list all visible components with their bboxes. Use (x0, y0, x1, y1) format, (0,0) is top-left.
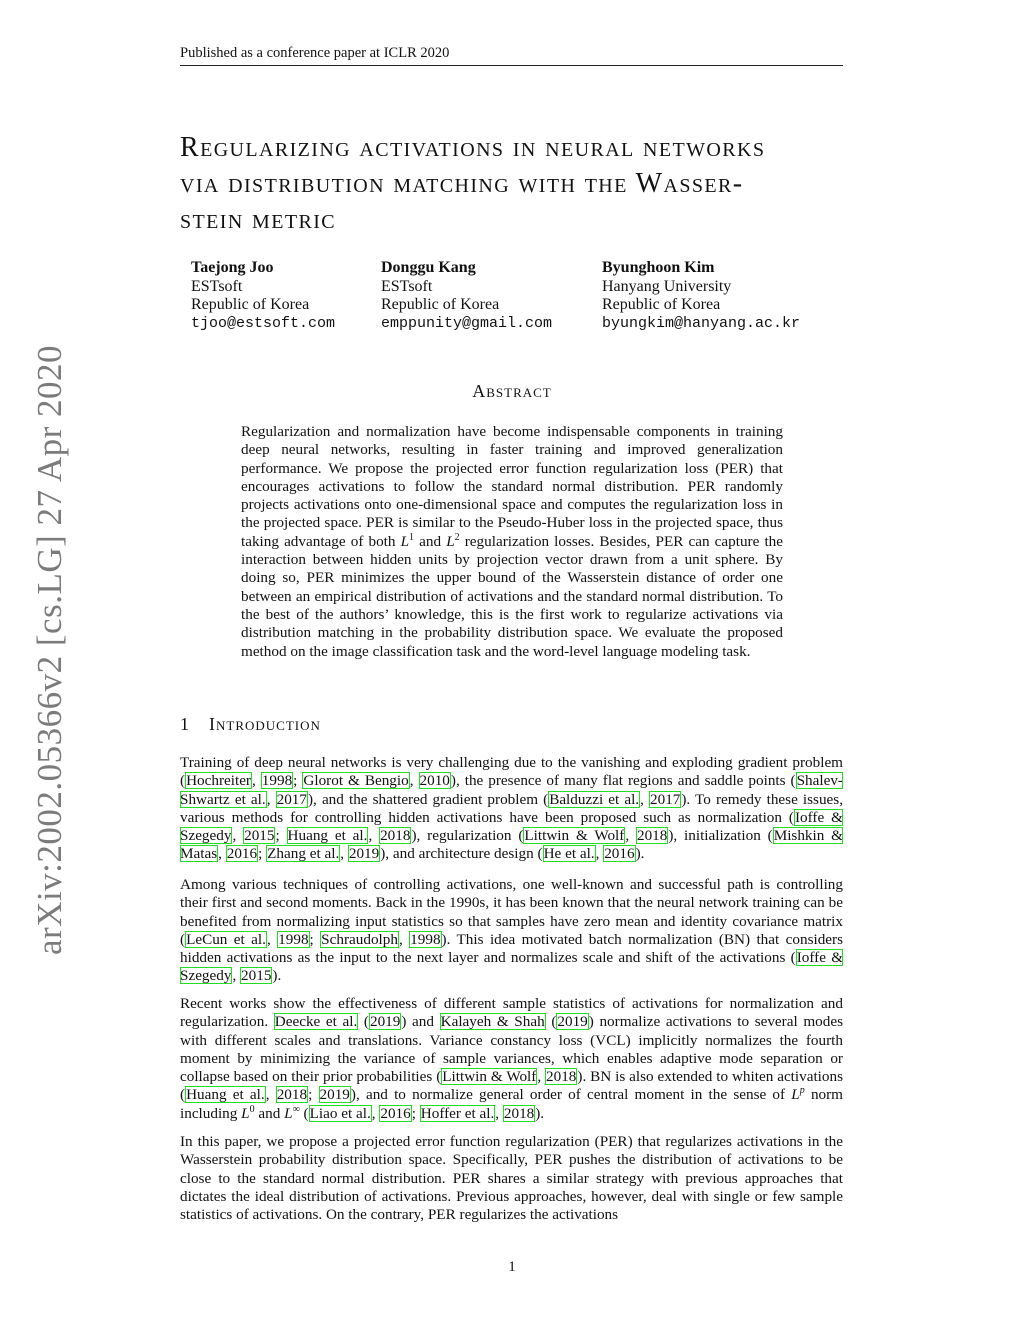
citation-link[interactable]: 2016 (604, 845, 635, 863)
citation-link[interactable]: Huang et al. (287, 827, 368, 845)
math-L: L (241, 1104, 250, 1122)
abstract-text: regularization losses. Besides, PER can capture the interaction between hidden units by projection vector drawn from a unit sphere. By doing so, PER minimizes the upper bound of the Wasserstein distance of order one between an empirical distribution of activations and the standard normal distribution. To the best of the authors’ knowledge, this is the first work to regularize activations via distribution matching in the probability distribution space. We evaluate the proposed method on the image classification task and the word-level language modeling task. (241, 532, 783, 660)
text: , (232, 967, 241, 985)
text: ) normalize activations to several modes with different scales and translations. Variance constancy loss (VCL) implicitly normalizes the fourth moment by minimizing the variance of sample variances, which enables adaptive mode separation or collapse based on their prior probabilities ( (180, 1013, 843, 1086)
citation-link[interactable]: 1998 (410, 930, 441, 948)
citation-link[interactable]: 2019 (348, 845, 380, 863)
text: Training of deep neural networks is very challenging due to the vanishing and exploding gradient problem ( (180, 754, 843, 790)
text: norm including (180, 1086, 843, 1122)
citation-link[interactable]: 2019 (369, 1013, 401, 1031)
text: ; (411, 1104, 420, 1122)
math-superscript: ∞ (292, 1103, 300, 1115)
author-affiliation: Hanyang University (602, 277, 732, 295)
citation-link[interactable]: Shalev-Shwartz et al. (180, 772, 843, 808)
author-name: Byunghoon Kim (602, 259, 715, 276)
text: ). (535, 1104, 545, 1122)
citation-link[interactable]: Liao et al. (309, 1104, 371, 1122)
text: , (252, 772, 261, 790)
text: ), the presence of many flat regions and saddle points ( (450, 772, 796, 790)
page-number: 1 (508, 1259, 516, 1275)
citation-link[interactable]: 2016 (226, 845, 258, 863)
math-L: L (791, 1086, 800, 1104)
text: , (495, 1104, 503, 1122)
text: ; (309, 930, 321, 948)
intro-paragraph-1 (180, 754, 843, 864)
text: , (265, 1086, 276, 1104)
author-name: Donggu Kang (381, 259, 476, 276)
citation-link[interactable]: He et al. (543, 845, 595, 863)
math-L: L (400, 532, 410, 550)
section-number: 1 (180, 714, 189, 734)
text: , (266, 930, 278, 948)
author-block-1 (191, 259, 335, 333)
citation-link[interactable]: 2018 (546, 1068, 577, 1086)
citation-link[interactable]: 2017 (650, 790, 681, 808)
text: ; (258, 845, 267, 863)
text: ), and to normalize general order of central moment in the sense of (350, 1086, 792, 1104)
text: ; (275, 827, 287, 845)
paper-title (180, 130, 845, 238)
citation-link[interactable]: Ioffe & Szegedy (180, 808, 843, 845)
text: , (595, 845, 604, 863)
text: Recent works show the effectiveness of different sample statistics of activations for normalization and regularization. (180, 995, 843, 1031)
citation-link[interactable]: 2017 (276, 790, 307, 808)
running-head: Published as a conference paper at ICLR 2020 (180, 45, 450, 61)
title-line-2: via distribution matching with the Wasser- (180, 168, 744, 199)
math-superscript: 0 (249, 1103, 255, 1115)
text: ). (635, 845, 645, 863)
math-L: L (284, 1104, 293, 1122)
author-country: Republic of Korea (602, 296, 721, 313)
text: ). (272, 967, 282, 985)
text: ). BN is also extended to whiten activations ( (180, 1068, 843, 1104)
citation-link[interactable]: Hochreiter (186, 772, 251, 790)
citation-link[interactable]: 2018 (276, 1086, 308, 1104)
text: ), and the shattered gradient problem ( (307, 790, 549, 808)
text: ) and (401, 1013, 440, 1031)
text: , (537, 1068, 546, 1086)
title-line-1: Regularizing activations in neural networks (180, 132, 766, 163)
text: ; (308, 1086, 319, 1104)
citation-link[interactable]: Glorot & Bengio (303, 772, 409, 790)
citation-link[interactable]: 2018 (636, 827, 668, 845)
citation-link[interactable]: Deecke et al. (274, 1013, 358, 1031)
text: , (625, 827, 636, 845)
header-rule (180, 65, 843, 66)
text: , (218, 845, 226, 863)
author-affiliation: ESTsoft (191, 277, 243, 295)
author-name: Taejong Joo (191, 259, 274, 276)
author-block-3 (602, 259, 800, 333)
citation-link[interactable]: 1998 (278, 930, 309, 948)
author-affiliation: ESTsoft (381, 277, 433, 295)
text: ; (293, 772, 303, 790)
citation-link[interactable]: 2010 (419, 772, 450, 790)
text: ), initialization ( (668, 827, 773, 845)
author-country: Republic of Korea (381, 296, 500, 313)
citation-link[interactable]: Schraudolph (321, 930, 398, 948)
citation-link[interactable]: 2015 (241, 967, 272, 985)
text: , (266, 790, 276, 808)
intro-paragraph-2 (180, 876, 843, 986)
text: and (254, 1104, 285, 1122)
citation-link[interactable]: Kalayeh & Shah (440, 1013, 545, 1031)
math-superscript: 2 (454, 531, 460, 543)
citation-link[interactable]: 2015 (244, 827, 275, 845)
text: ). To remedy these issues, various methods for controlling hidden activations have been proposed such as normalization ( (180, 790, 844, 826)
title-line-3: stein metric (180, 204, 337, 235)
text: , (371, 1104, 380, 1122)
abstract-heading: Abstract (472, 381, 552, 401)
citation-link[interactable]: 2019 (557, 1013, 588, 1031)
citation-link[interactable]: 1998 (261, 772, 293, 790)
abstract-text: and (414, 532, 447, 550)
text: ), and architecture design ( (380, 845, 543, 863)
citation-link[interactable]: LeCun et al. (186, 930, 266, 948)
citation-link[interactable]: Huang et al. (186, 1086, 265, 1104)
math-L: L (446, 532, 455, 550)
math-superscript: 1 (409, 531, 415, 543)
citation-link[interactable]: 2018 (503, 1104, 535, 1122)
text: , (398, 930, 410, 948)
citation-link[interactable]: 2016 (380, 1104, 411, 1122)
author-block-2 (381, 259, 552, 333)
author-email[interactable]: tjoo@estsoft.com (191, 314, 336, 332)
citation-link[interactable]: Zhang et al. (267, 845, 340, 863)
text: ( (358, 1013, 369, 1031)
text: Among various techniques of controlling activations, one well-known and successful path is controlling their first and second moments. Back in the 1990s, it has been known that the neural network training can be benefited from normalizing input statistics so that samples have zero mean and identity covariance matrix ( (180, 876, 843, 948)
citation-link[interactable]: Balduzzi et al. (549, 790, 640, 808)
text: , (368, 827, 380, 845)
author-country: Republic of Korea (191, 296, 310, 313)
text: ( (545, 1013, 557, 1031)
citation-link[interactable]: 2018 (380, 827, 411, 845)
author-email[interactable]: emppunity@gmail.com (381, 314, 553, 332)
text: ). This idea motivated batch normalization (BN) that considers hidden activations as the input to the next layer and normalizes scale and shift of the activations ( (180, 930, 844, 967)
citation-link[interactable]: 2019 (319, 1086, 350, 1104)
abstract-text: Regularization and normalization have become indispensable components in training deep neural networks, resulting in faster training and improved generalization performance. We propose the projected error function regularization loss (PER) that encourages activations to follow the standard normal distribution. PER randomly projects activations onto one-dimensional space and computes the regularization loss in the projected space. PER is similar to the Pseudo-Huber loss in the projected space, thus taking advantage of both (241, 423, 783, 550)
abstract-body (241, 423, 783, 661)
text: ( (299, 1104, 309, 1122)
arxiv-stamp-text: arXiv:2002.05366v2 [cs.LG] 27 Apr 2020 (30, 344, 69, 956)
text: , (409, 772, 419, 790)
citation-link[interactable]: Ioffe & Szegedy (180, 949, 844, 985)
text: , (640, 790, 649, 808)
citation-link[interactable]: Littwin & Wolf (442, 1068, 537, 1086)
text: , (340, 845, 348, 863)
citation-link[interactable]: Mishkin & Matas (180, 827, 843, 863)
section-title: Introduction (209, 714, 321, 734)
citation-link[interactable]: Littwin & Wolf (524, 827, 625, 845)
citation-link[interactable]: Hoffer et al. (420, 1104, 495, 1122)
text: ), regularization ( (411, 827, 524, 845)
text: , (232, 827, 244, 845)
section-heading-introduction (180, 713, 321, 735)
intro-paragraph-3 (180, 995, 843, 1123)
author-email[interactable]: byungkim@hanyang.ac.kr (602, 314, 801, 332)
math-superscript: p (799, 1085, 805, 1097)
intro-paragraph-4: In this paper, we propose a projected error function regularization (PER) that regularizes activations in the Wasserstein probability distribution space. Specifically, PER pushes the distribution of activations to be close to the standard normal distribution. PER shares a similar strategy with previous approaches that dictates the ideal distribution of activations. Previous approaches, however, deal with single or few sample statistics of activations. On the contrary, PER regularizes the activations (180, 1133, 843, 1224)
